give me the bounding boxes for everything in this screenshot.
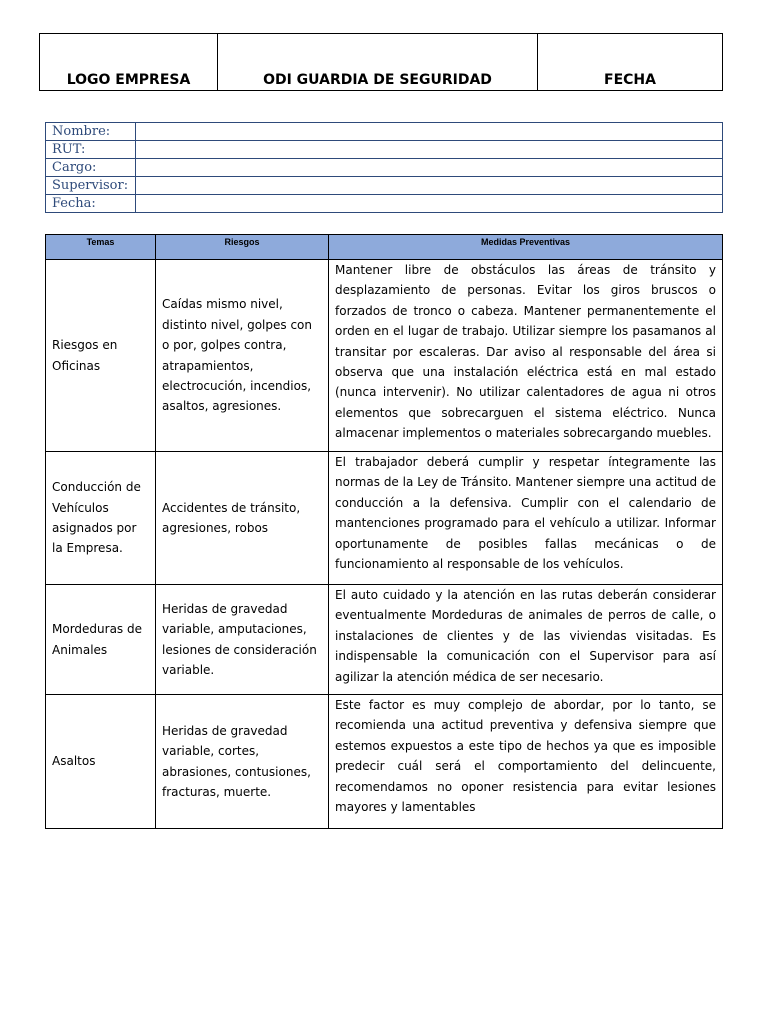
cell-riesgos: Caídas mismo nivel, distinto nivel, golpes con o por, golpes contra, atrapamientos, electrocución, incendios, asaltos, agresiones. [156, 260, 329, 452]
header-medidas: Medidas Preventivas [329, 235, 723, 260]
risk-table [45, 234, 723, 829]
header-riesgos: Riesgos [156, 235, 329, 260]
table-row [46, 585, 723, 695]
date-field[interactable] [136, 195, 723, 213]
cell-medidas: Mantener libre de obstáculos las áreas de tránsito y desplazamiento de personas. Evitar los giros bruscos o forzados de tronco o cabeza. Mantener permanentemente el orden en el lugar de trabajo. Utilizar siempre los pasamanos al transitar por escaleras. Dar aviso al responsable del área si observa que una instalación eléctrica está en mal estado (nunca intervenir). No utilizar calentadores de agua ni otros elementos que sobrecarguen el sistema eléctrico. Nunca almacenar implementos o materiales sobrecargando muebles. [329, 260, 723, 452]
name-label: Nombre: [46, 123, 136, 141]
cell-riesgos: Heridas de gravedad variable, amputaciones, lesiones de consideración variable. [156, 585, 329, 695]
document-title: ODI GUARDIA DE SEGURIDAD [218, 34, 538, 91]
rut-field[interactable] [136, 141, 723, 159]
position-label: Cargo: [46, 159, 136, 177]
table-header-row [46, 235, 723, 260]
table-row [46, 452, 723, 585]
supervisor-field[interactable] [136, 177, 723, 195]
cell-medidas: El trabajador deberá cumplir y respetar íntegramente las normas de la Ley de Tránsito. Mantener siempre una actitud de conducción a la defensiva. Cumplir con el calendario de mantenciones programado para el vehículo a utilizar. Informar oportunamente de posibles fallas mecánicas o de funcionamiento al responsable de los vehículos. [329, 452, 723, 585]
cell-medidas: El auto cuidado y la atención en las rutas deberán considerar eventualmente Mordeduras de animales de perros de calle, o instalaciones de clientes y de las viviendas visitadas. Es indispensable la comunicación con el Supervisor para así agilizar la atención médica de ser necesario. [329, 585, 723, 695]
cell-tema: Riesgos en Oficinas [46, 260, 156, 452]
header-temas: Temas [46, 235, 156, 260]
position-field[interactable] [136, 159, 723, 177]
name-field[interactable] [136, 123, 723, 141]
cell-riesgos: Accidentes de tránsito, agresiones, robos [156, 452, 329, 585]
cell-tema: Mordeduras de Animales [46, 585, 156, 695]
date-label: Fecha: [46, 195, 136, 213]
date-header: FECHA [538, 34, 723, 91]
table-row [46, 260, 723, 452]
cell-tema: Asaltos [46, 695, 156, 829]
cell-medidas: Este factor es muy complejo de abordar, por lo tanto, se recomienda una actitud preventiva y defensiva siempre que estemos expuestos a este tipo de hechos ya que es imposible predecir cuál será el comportamiento del delincuente, recomendamos no oponer resistencia para evitar lesiones mayores y lamentables [329, 695, 723, 829]
company-logo-placeholder: LOGO EMPRESA [40, 34, 218, 91]
cell-riesgos: Heridas de gravedad variable, cortes, abrasiones, contusiones, fracturas, muerte. [156, 695, 329, 829]
supervisor-label: Supervisor: [46, 177, 136, 195]
document-header [39, 33, 723, 91]
worker-info-form [45, 122, 723, 213]
table-row [46, 695, 723, 829]
rut-label: RUT: [46, 141, 136, 159]
cell-tema: Conducción de Vehículos asignados por la Empresa. [46, 452, 156, 585]
